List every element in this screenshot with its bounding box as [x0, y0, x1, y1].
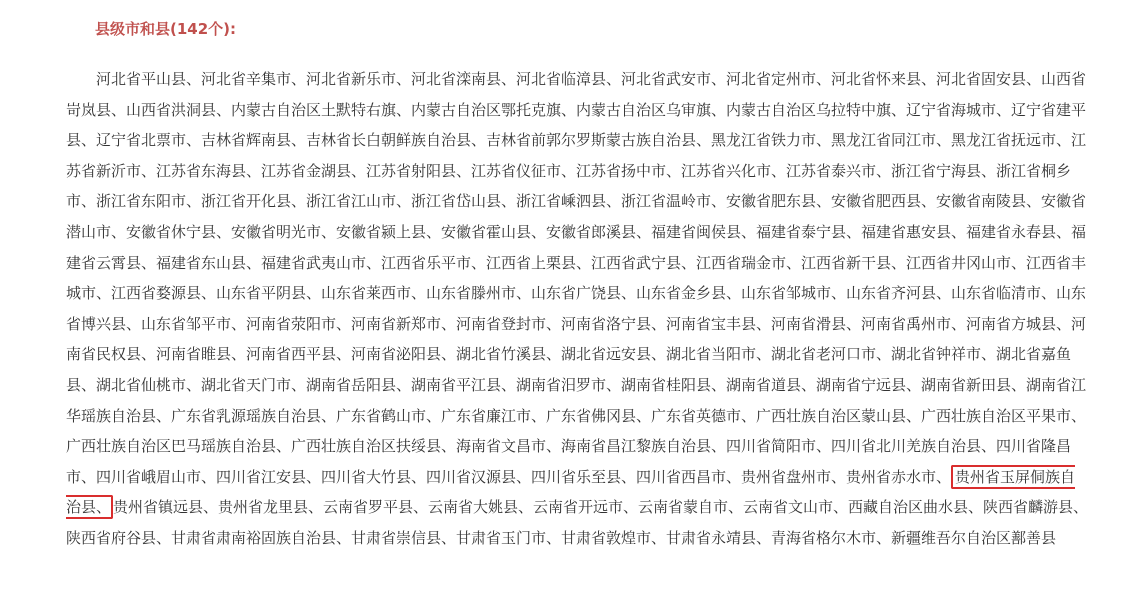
county-list-paragraph: [66, 64, 1089, 554]
county-list-text-before: 河北省平山县、河北省辛集市、河北省新乐市、河北省滦南县、河北省临漳县、河北省武安市、河北省定州市、河北省怀来县、河北省固安县、山西省岢岚县、山西省洪洞县、内蒙古自治区土默特右旗、内蒙古自治区鄂托克旗、内蒙古自治区乌审旗、内蒙古自治区乌拉特中旗、辽宁省海城市、辽宁省建平县、辽宁省北票市、吉林省辉南县、吉林省长白朝鲜族自治县、吉林省前郭尔罗斯蒙古族自治县、黑龙江省铁力市、黑龙江省同江市、黑龙江省抚远市、江苏省新沂市、江苏省东海县、江苏省金湖县、江苏省射阳县、江苏省仪征市、江苏省扬中市、江苏省兴化市、江苏省泰兴市、浙江省宁海县、浙江省桐乡市、浙江省东阳市、浙江省开化县、浙江省江山市、浙江省岱山县、浙江省嵊泗县、浙江省温岭市、安徽省肥东县、安徽省肥西县、安徽省南陵县、安徽省潜山市、安徽省休宁县、安徽省明光市、安徽省颍上县、安徽省霍山县、安徽省郎溪县、福建省闽侯县、福建省泰宁县、福建省惠安县、福建省永春县、福建省云霄县、福建省东山县、福建省武夷山市、江西省乐平市、江西省上栗县、江西省武宁县、江西省瑞金市、江西省新干县、江西省井冈山市、江西省丰城市、江西省婺源县、山东省平阴县、山东省莱西市、山东省滕州市、山东省广饶县、山东省金乡县、山东省邹城市、山东省齐河县、山东省临清市、山东省博兴县、山东省邹平市、河南省荥阳市、河南省新郑市、河南省登封市、河南省洛宁县、河南省宝丰县、河南省滑县、河南省禹州市、河南省方城县、河南省民权县、河南省睢县、河南省西平县、河南省泌阳县、湖北省竹溪县、湖北省远安县、湖北省当阳市、湖北省老河口市、湖北省钟祥市、湖北省嘉鱼县、湖北省仙桃市、湖北省天门市、湖南省岳阳县、湖南省平江县、湖南省汨罗市、湖南省桂阳县、湖南省道县、湖南省宁远县、湖南省新田县、湖南省江华瑶族自治县、广东省乳源瑶族自治县、广东省鹤山市、广东省廉江市、广东省佛冈县、广东省英德市、广西壮族自治区蒙山县、广西壮族自治区平果市、广西壮族自治区巴马瑶族自治县、广西壮族自治区扶绥县、海南省文昌市、海南省昌江黎族自治县、四川省简阳市、四川省北川羌族自治县、四川省隆昌市、四川省峨眉山市、四川省江安县、四川省大竹县、四川省汉源县、四川省乐至县、四川省西昌市、贵州省盘州市、贵州省赤水市、: [66, 70, 1087, 486]
section-heading: 县级市和县(142个):: [95, 20, 237, 38]
highlighted-county: 贵州省玉屏侗族自治县、: [66, 465, 1075, 520]
county-list-text-after: 贵州省镇远县、贵州省龙里县、云南省罗平县、云南省大姚县、云南省开远市、云南省蒙自市、云南省文山市、西藏自治区曲水县、陕西省麟游县、陕西省府谷县、甘肃省肃南裕固族自治县、甘肃省崇信县、甘肃省玉门市、甘肃省敦煌市、甘肃省永靖县、青海省格尔木市、新疆维吾尔自治区鄯善县: [66, 498, 1089, 547]
